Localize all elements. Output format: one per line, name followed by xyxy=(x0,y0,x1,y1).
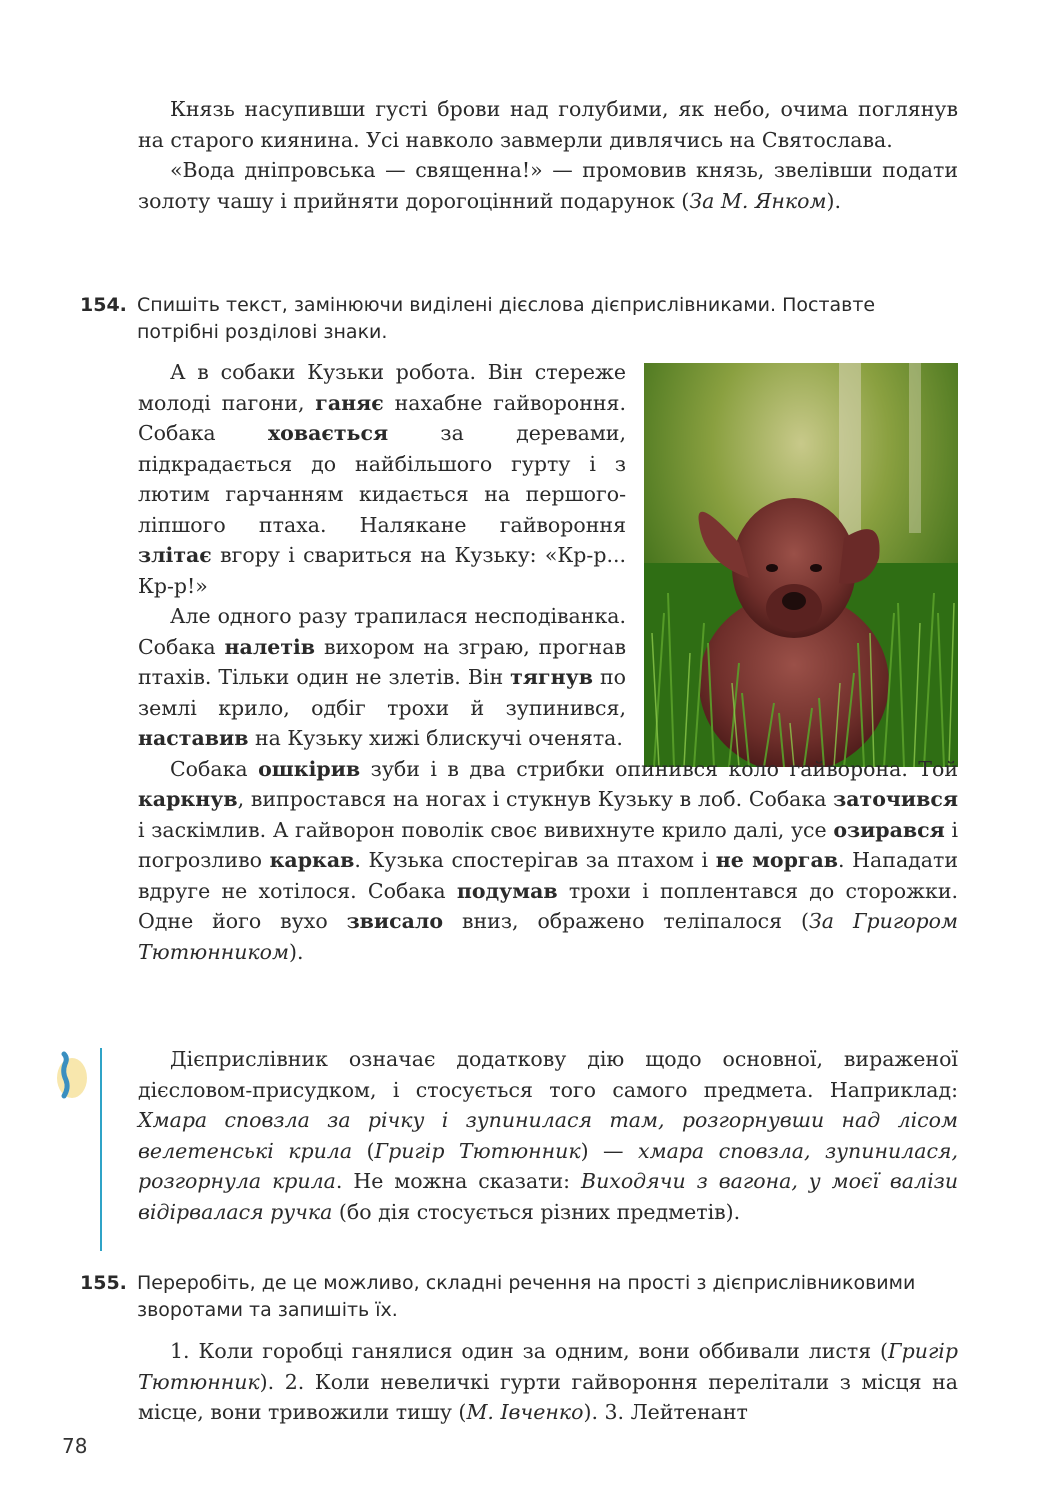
highlighted-verb: ганяє xyxy=(315,390,384,415)
rule-accent-line xyxy=(100,1048,102,1251)
rule-marker-icon xyxy=(52,1050,88,1100)
highlighted-verb: ховається xyxy=(267,421,389,445)
highlighted-verb: звисало xyxy=(346,909,444,933)
rule-example: Хмара сповзла за річку і зупинилася там, розгорнувши над лісом велетенські крила xyxy=(138,1108,958,1163)
highlighted-verb: тягнув xyxy=(510,665,593,689)
story-author: За Григором Тютюнником xyxy=(138,909,959,964)
highlighted-verb: не моргав xyxy=(715,848,839,872)
grammar-rule xyxy=(138,1044,958,1227)
sentence-author: М. Івченко xyxy=(466,1400,584,1424)
exercise-instruction: Переробіть, де це можливо, складні речення на прості з дієприслівниковими зворотами та запишіть їх. xyxy=(137,1272,916,1321)
intro-quote-text: «Вода дніпровська — священна!» — промовив князь, звелівши подати золоту чашу і прийняти дорогоцінний подарунок ( xyxy=(138,158,958,213)
exercise-155-sentences: 1. Коли горобці ганялися один за одним, вони оббивали листя (Григір Тютюнник). 2. Коли невеличкі гурти гайвороння перелітали з місця на місце, вони тривожили тишу (М. Івченко). 3. Лейтенант xyxy=(138,1339,958,1424)
highlighted-verb: злітає xyxy=(138,543,212,567)
rule-counterexample: Виходячи з вагона, у моєї валізи відірвалася ручка xyxy=(138,1169,959,1224)
sentence-author: Григір Тютюнник xyxy=(138,1339,958,1394)
intro-passage xyxy=(138,94,958,216)
story-paragraph-3: Собака ошкірив зуби і в два стрибки опинився коло гайворона. Той каркнув, випростався на ногах і стукнув Кузьку в лоб. Собака заточився і заскімлив. А гайворон поволік своє вивихнуте крило далі, усе озирався і погрозливо каркав. Кузька спостерігав за птахом і не моргав. Нападати вдруге не хотілося. Собака подумав трохи і поплентався до сторожки. Одне його вухо звисало вниз, ображено теліпалося (За Григором Тютюнником). xyxy=(138,756,959,964)
exercise-number: 155. xyxy=(80,1272,127,1294)
highlighted-verb: наставив xyxy=(138,726,249,750)
intro-end: ). xyxy=(826,188,842,213)
intro-paragraph-1: Князь насупивши густі брови над голубими, як небо, очима поглянув на старого киянина. Усі навколо завмерли дивлячись на Святослава. xyxy=(138,97,958,152)
highlighted-verb: каркав xyxy=(269,848,355,872)
intro-author: За М. Янком xyxy=(689,188,827,213)
exercise-154-task xyxy=(80,292,960,346)
intro-paragraph-2 xyxy=(138,155,958,216)
exercise-154-text xyxy=(138,357,958,967)
highlighted-verb: налетів xyxy=(224,634,316,659)
exercise-155-task xyxy=(80,1270,960,1324)
highlighted-verb: озирався xyxy=(833,817,945,842)
page-number: 78 xyxy=(62,1434,88,1458)
exercise-155-text xyxy=(138,1336,958,1428)
highlighted-verb: ошкірив xyxy=(258,756,361,781)
exercise-instruction: Спишіть текст, замінюючи виділені дієслова дієприслівниками. Поставте потрібні розділові знаки. xyxy=(137,294,876,343)
highlighted-verb: заточився xyxy=(833,787,958,811)
highlighted-verb: подумав xyxy=(456,878,558,903)
story-paragraph-2: Але одного разу трапилася несподіванка. Собака налетів вихором на зграю, прогнав птахів. Тільки один не злетів. Він тягнув по землі крило, одбіг трохи й зупинився, наставив на Кузьку хижі блискучі оченята. xyxy=(138,604,626,750)
story-paragraph-1: А в собаки Кузьки робота. Він стереже молоді пагони, ганяє нахабне гайвороння. Собака ховається за деревами, підкрадається до найбільшого гурту і з лютим гарчанням кидається на першого-ліпшого птаха. Налякане гайвороння злітає вгору і свариться на Кузьку: «Кр-р... Кр-р!» xyxy=(138,360,626,598)
rule-example-author: Григір Тютюнник xyxy=(374,1138,581,1163)
highlighted-verb: каркнув xyxy=(138,787,238,811)
rule-example-explanation: хмара сповзла, зупинилася, розгорнула крила xyxy=(138,1138,959,1193)
rule-text: Дієприслівник означає додаткову дію щодо основної, вираженої дієсловом-присудком, і стосується того самого предмета. Наприклад: Хмара сповзла за річку і зупинилася там, розгорнувши над лісом велетенські крила (Григір Тютюнник) — хмара сповзла, зупинилася, розгорнула крила. Не можна сказати: Виходячи з вагона, у моєї валізи відірвалася ручка (бо дія стосується різних предметів). xyxy=(138,1047,959,1224)
exercise-number: 154. xyxy=(80,294,127,316)
